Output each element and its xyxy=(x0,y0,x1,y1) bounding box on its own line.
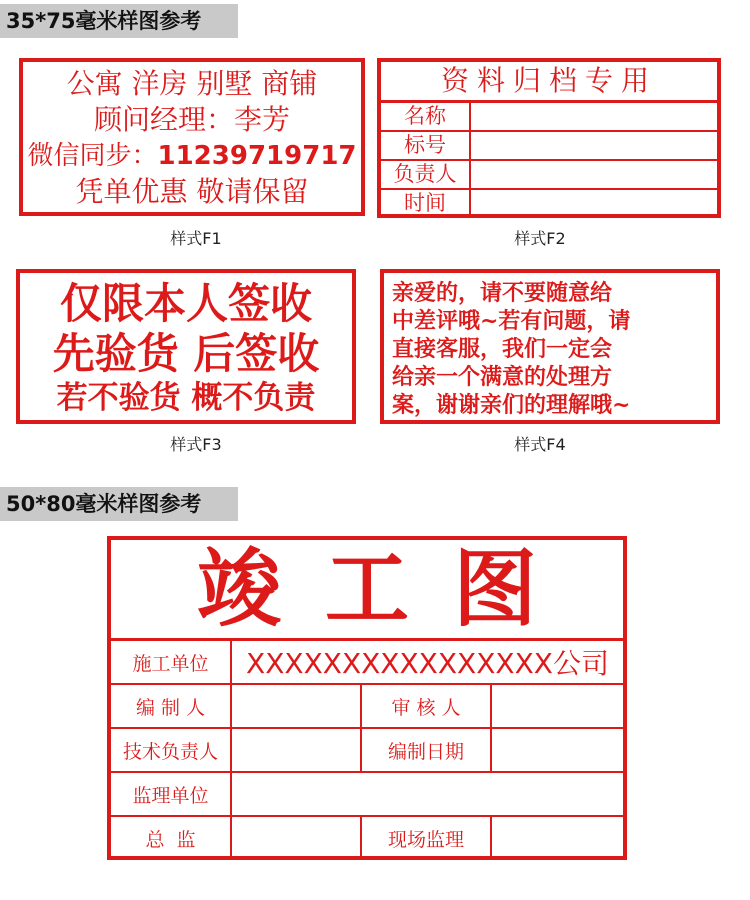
table-row xyxy=(111,772,623,816)
stamp-sample-f4 xyxy=(380,269,720,424)
label-tech-lead: 技术负责人 xyxy=(111,728,231,772)
label-chief-supervisor: 总 监 xyxy=(111,816,231,859)
f1-wechat-label: 微信同步： xyxy=(27,141,158,171)
label-site-supervisor: 现场监理 xyxy=(361,816,491,859)
value-tech-lead xyxy=(231,728,361,772)
value-chief-supervisor xyxy=(231,816,361,859)
caption-f2: 样式F2 xyxy=(514,229,566,248)
table-row xyxy=(381,131,717,160)
value-reviewer xyxy=(491,684,623,728)
table-row xyxy=(381,103,717,131)
table-row xyxy=(111,816,623,859)
value-compile-date xyxy=(491,728,623,772)
table-row xyxy=(381,189,717,217)
f3-line-2: 先验货 后签收 xyxy=(52,329,320,378)
f2-label-number: 标号 xyxy=(381,131,470,160)
f1-line-2: 顾问经理：李芳 xyxy=(93,103,290,136)
f2-table xyxy=(381,103,717,217)
f2-value-cell xyxy=(470,189,717,217)
f1-line-3 xyxy=(23,138,361,174)
f2-value-cell xyxy=(470,131,717,160)
table-row xyxy=(111,641,623,684)
value-site-supervisor xyxy=(491,816,623,859)
f2-label-owner: 负责人 xyxy=(381,160,470,189)
stamp-sample-completion-drawing xyxy=(107,536,627,860)
caption-f4: 样式F4 xyxy=(514,435,566,454)
f2-value-cell xyxy=(470,160,717,189)
f4-line-1: 亲爱的，请不要随意给 xyxy=(392,280,613,306)
f1-phone-number: 11239719717 xyxy=(157,141,357,171)
table-row xyxy=(381,160,717,189)
f4-line-5: 案，谢谢亲们的理解哦~ xyxy=(392,392,631,418)
value-supervision-unit xyxy=(231,772,623,816)
label-compile-date: 编制日期 xyxy=(361,728,491,772)
f1-line-1: 公寓 洋房 别墅 商铺 xyxy=(66,67,318,100)
label-supervision-unit: 监理单位 xyxy=(111,772,231,816)
value-construction-unit: XXXXXXXXXXXXXXXX公司 xyxy=(231,641,623,684)
stamp-sample-f1 xyxy=(19,58,365,216)
stamp-sample-f2 xyxy=(377,58,721,218)
label-compiler: 编 制 人 xyxy=(111,684,231,728)
completion-drawing-table xyxy=(111,641,623,859)
completion-drawing-title: 竣工图 xyxy=(111,540,623,641)
f2-title: 资料归档专用 xyxy=(381,62,717,103)
section-title-50x80: 50*80毫米样图参考 xyxy=(0,487,238,521)
label-construction-unit: 施工单位 xyxy=(111,641,231,684)
table-row xyxy=(111,728,623,772)
f2-label-time: 时间 xyxy=(381,189,470,217)
f3-line-3: 若不验货 概不负责 xyxy=(56,380,316,416)
stamp-sample-f3 xyxy=(16,269,356,424)
f2-label-name: 名称 xyxy=(381,103,470,131)
caption-f1: 样式F1 xyxy=(170,229,222,248)
label-reviewer: 审 核 人 xyxy=(361,684,491,728)
caption-f3: 样式F3 xyxy=(170,435,222,454)
value-compiler xyxy=(231,684,361,728)
f2-value-cell xyxy=(470,103,717,131)
f4-line-3: 直接客服，我们一定会 xyxy=(392,336,613,362)
f1-line-4: 凭单优惠 敬请保留 xyxy=(75,175,309,208)
f4-line-2: 中差评哦~若有问题，请 xyxy=(392,308,631,334)
table-row xyxy=(111,684,623,728)
section-title-35x75: 35*75毫米样图参考 xyxy=(0,4,238,38)
f3-line-1: 仅限本人签收 xyxy=(59,279,312,328)
f4-line-4: 给亲一个满意的处理方 xyxy=(392,364,613,390)
